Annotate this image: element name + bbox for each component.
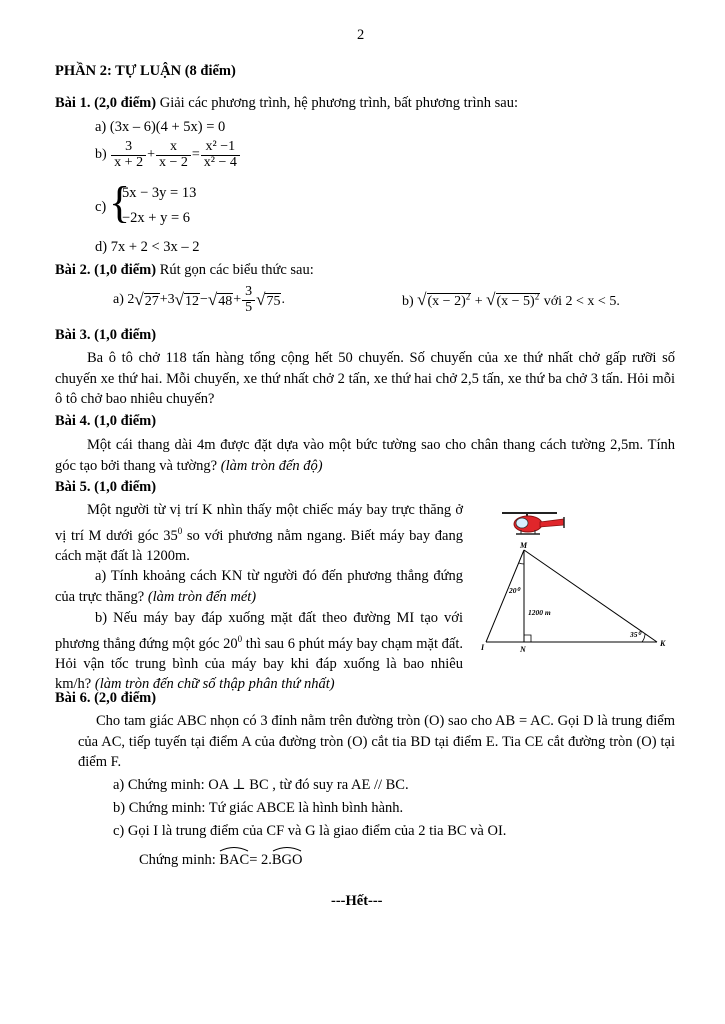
bai1-a: a) (3x – 6)(4 + 5x) = 0: [95, 119, 226, 135]
angle-20-arc: [519, 563, 524, 564]
bai6-label: Bài 6. (2,0 điểm): [55, 690, 157, 706]
angle-35-arc: [642, 634, 645, 642]
bai5-label: Bài 5. (1,0 điểm): [55, 479, 157, 495]
label-I: I: [481, 643, 485, 652]
helicopter-figure: [472, 500, 697, 660]
bai3-label: Bài 3. (1,0 điểm): [55, 327, 157, 343]
angle-BGO: BGO: [272, 852, 303, 869]
bai2-b: b) $√(x - 2)^2 + √(x - 5)^2$ với 2 < x < 5.: [402, 290, 620, 309]
label-K: K: [660, 639, 666, 648]
label-angle-20: 20⁰: [509, 586, 520, 595]
sqrt-12: √12: [174, 290, 199, 310]
bai1-b-frac2: $\frac{x}{x - 2}$: [156, 140, 191, 170]
bai1-heading: [55, 95, 518, 112]
bai1-label: Bài 1. (2,0 điểm): [55, 95, 157, 111]
bai1-b-label: b): [95, 147, 107, 163]
helicopter-icon: [502, 513, 564, 534]
section-title: PHẦN 2: TỰ LUẬN (8 điểm): [55, 63, 236, 79]
line-MK: [524, 550, 657, 642]
bai4-note: (làm tròn đến độ): [220, 457, 323, 474]
bai1-b: b) $\frac{3}{x + 2}$ + $\frac{x}{x - 2}$ = $\frac{\text{x² −1}}{\text{x² − 4}}$: [95, 140, 241, 170]
bai5-b: b) Nếu máy bay đáp xuống mặt đất theo đường MI tạo với phương thẳng đứng một góc $20^0$ thì sau 6 phút máy bay chạm mặt đất. Hỏi vận tốc trung bình của máy bay khi đáp xuống là bao nhiêu km/h? (làm tròn đến chữ số thập phân thứ nhất): [55, 610, 464, 693]
bai2-a-frac: $\frac{3}{5}$: [242, 285, 255, 315]
bai1-text: Giải các phương trình, hệ phương trình, bất phương trình sau:: [156, 95, 518, 111]
right-angle-mark: [524, 635, 531, 642]
bai1-c-eq2: −2x + y = 6: [122, 210, 191, 226]
bai4-body: [55, 435, 675, 476]
bai2-b-label: b): [402, 294, 414, 309]
bai1-b-frac3: $\frac{\text{x² −1}}{\text{x² − 4}}$: [201, 140, 240, 170]
label-height: 1200 m: [528, 608, 551, 617]
bai6-b: b) Chứng minh: Tứ giác ABCE là hình bình hành.: [113, 800, 404, 816]
bai6-c2: Chứng minh: BAC= 2. BGO: [139, 852, 303, 869]
bai6-a: a) Chứng minh: OA ⊥ BC , từ đó suy ra AE // BC.: [113, 777, 409, 793]
bai1-c-label: c): [95, 199, 107, 215]
bai4-text: Một cái thang dài 4m được đặt dựa vào một bức tường sao cho chân thang cách tường 2,5m. Tính góc tạo bởi thang và tường?: [55, 437, 675, 474]
label-angle-35: 35⁰: [630, 630, 641, 639]
bai5-a: a) Tính khoảng cách KN từ người đó đến phương thẳng đứng của trực thăng? (làm tròn đến mét): [55, 568, 463, 605]
bai1-c-eq1: 5x − 3y = 13: [122, 185, 197, 201]
bai5-intro: Một người từ vị trí K nhìn thấy một chiếc máy bay trực thăng ở vị trí M dưới góc $35^0$ so với phương nằm ngang. Biết máy bay đang cách mặt đất là 1200m.: [55, 502, 463, 564]
bai2-heading: [55, 262, 314, 279]
line-MI: [486, 550, 524, 642]
system-brace: {: [109, 178, 131, 227]
bai6-text: Cho tam giác ABC nhọn có 3 đỉnh nằm trên đường tròn (O) sao cho AB = AC. Gọi D là trung điểm của AC, tiếp tuyến tại điểm A của đường tròn (O) cắt tia BD tại điểm E. Tia CE cắt đường tròn (O) tại điểm F.: [78, 713, 675, 770]
bai2-b-condition: với 2 < x < 5.: [543, 294, 620, 309]
sqrt-75: √75: [256, 290, 281, 310]
bai2-label: Bài 2. (1,0 điểm): [55, 262, 157, 278]
bai1-b-frac1: $\frac{3}{x + 2}$: [111, 140, 146, 170]
bai2-a: a) 2√27+3√12−√48+ $\frac{3}{5}$ √75.: [113, 284, 285, 315]
sqrt-x-minus-5-sq: $√(x - 5)^2$: [486, 290, 540, 309]
bai3-text: Ba ô tô chở 118 tấn hàng tổng cộng hết 50 chuyến. Số chuyến của xe thứ nhất chở gấp rưỡi số chuyến xe thứ hai. Mỗi chuyến, xe thứ nhất chở 2 tấn, xe thứ hai chở 2,5 tấn, xe thứ ba chở 3 tấn. Hỏi mỗi ô tô chở bao nhiêu chuyến?: [55, 350, 675, 407]
page-number: 2: [357, 27, 365, 43]
sqrt-x-minus-2-sq: $√(x - 2)^2$: [417, 290, 471, 309]
label-N: N: [520, 645, 526, 654]
end-mark: ---Hết---: [331, 893, 383, 909]
label-M: M: [520, 541, 528, 550]
angle-BAC: BAC: [219, 852, 249, 869]
sqrt-48: √48: [207, 290, 233, 310]
sqrt-27: √27: [134, 290, 159, 310]
bai4-label: Bài 4. (1,0 điểm): [55, 413, 157, 429]
bai2-text: Rút gọn các biểu thức sau:: [156, 262, 314, 278]
bai1-d: d) 7x + 2 < 3x – 2: [95, 239, 200, 255]
bai2-a-label: a): [113, 292, 124, 308]
bai6-c: c) Gọi I là trung điểm của CF và G là giao điểm của 2 tia BC và OI.: [113, 823, 507, 839]
